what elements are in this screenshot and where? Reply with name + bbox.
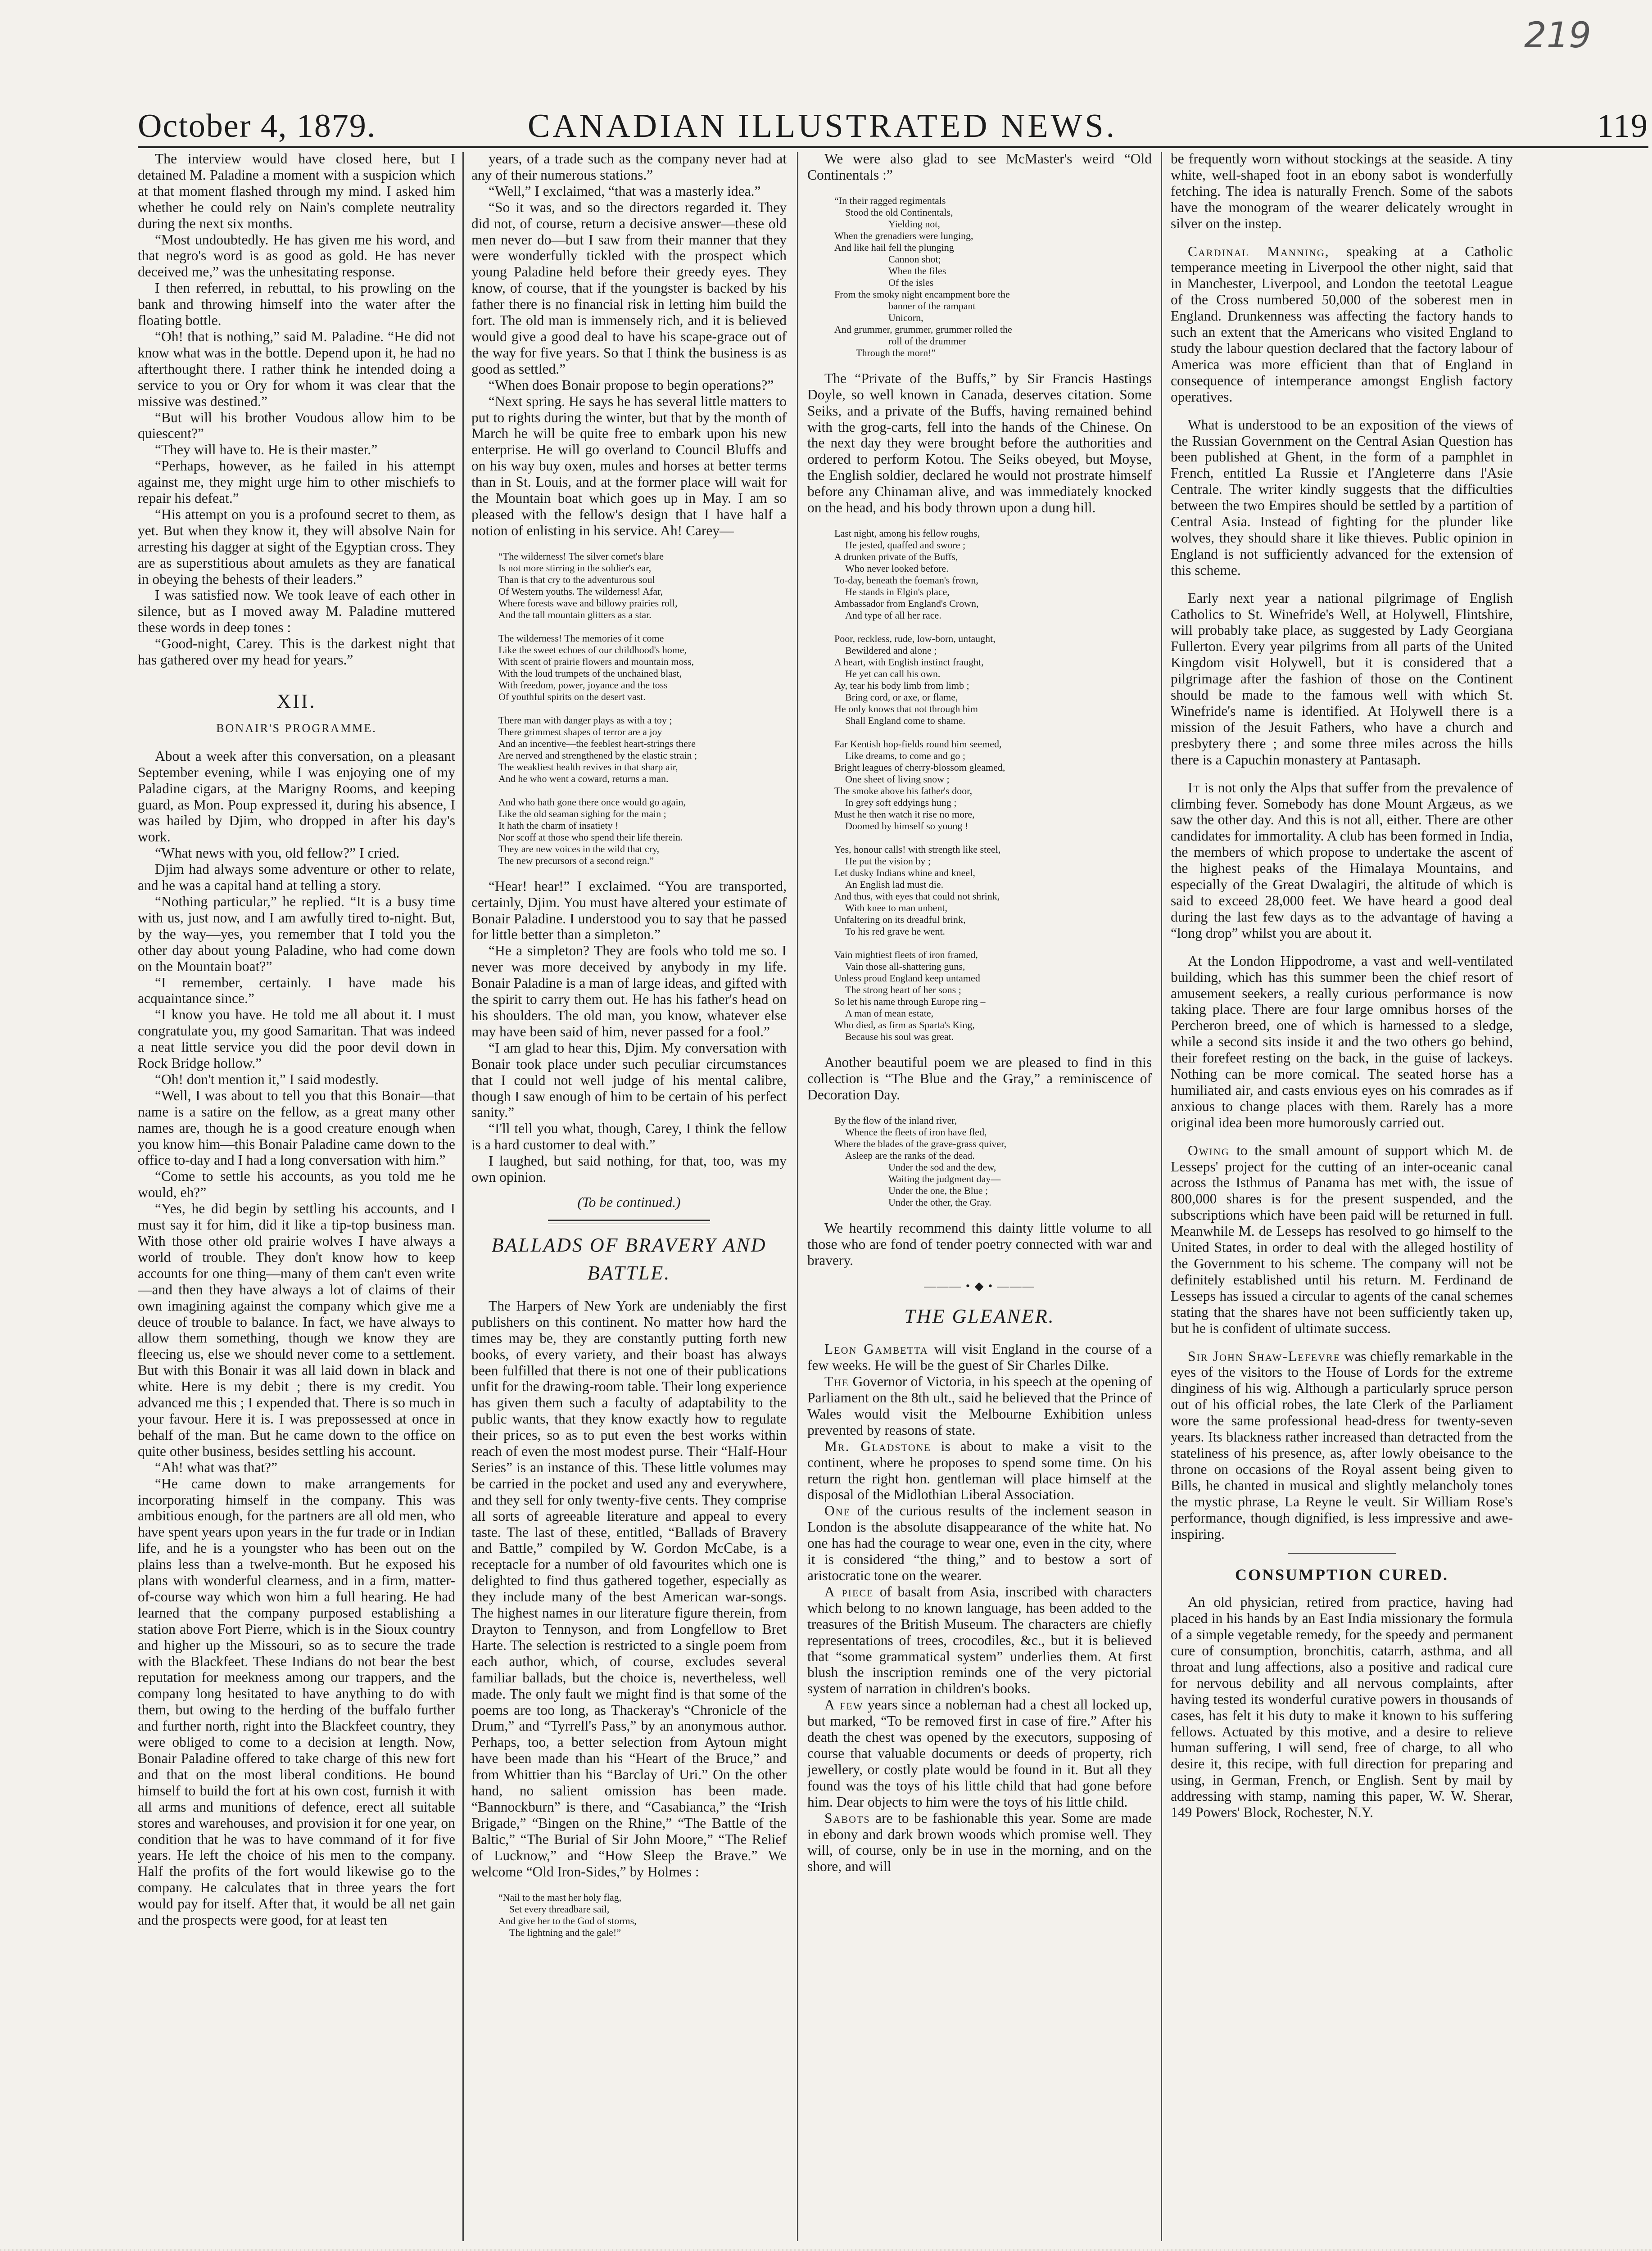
poem-line: And thus, with eyes that could not shrink,: [834, 890, 1000, 902]
poem-line: An English lad must die.: [845, 878, 944, 890]
poem-line: Whence the fleets of iron have fled,: [845, 1126, 987, 1138]
poem-stanza: [834, 528, 1152, 621]
poem-line: Unicorn,: [888, 312, 923, 323]
paragraph: “Come to settle his accounts, as you told me he would, eh?”: [138, 1168, 455, 1201]
column-1: [138, 151, 455, 2249]
column-divider: [1161, 152, 1162, 2241]
paragraph: be frequently worn without stockings at the seaside. A tiny white, well-shaped foot in an ebony sabot is wonderfully fetching. The idea is naturally French. Some of the sabots have the monogram of the wearer delicately wrought in silver on the instep.: [1171, 151, 1513, 231]
paragraph: I was satisfied now. We took leave of each other in silence, but as I moved away M. Paladine muttered these words in deep tones :: [138, 587, 455, 636]
poem-line: To-day, beneath the foeman's frown,: [834, 574, 978, 586]
news-item-text: years since a nobleman had a chest all locked up, but marked, “To be removed first in case of fire.” After his death the chest was opened by the executors, supposing of course that valuable documents or deeds of property, rich jewellery, or costly plate would be found in it. But all they found was the toys of his little child that had gone before him. Dear objects to him were the toys of his little child.: [807, 1697, 1152, 1810]
poem-line: Stood the old Continentals,: [845, 206, 953, 218]
paragraph: Another beautiful poem we are pleased to find in this collection is “The Blue and the Gray,” a reminiscence of Decoration Day.: [807, 1054, 1152, 1103]
poem-line: Yielding not,: [888, 218, 940, 230]
poem-line: Bewildered and alone ;: [845, 644, 937, 656]
paragraph: “I remember, certainly. I have made his acquaintance since.”: [138, 974, 455, 1007]
poem-line: Must he then watch it rise no more,: [834, 808, 975, 820]
poem-line: With scent of prairie flowers and mountain moss,: [498, 655, 694, 667]
paragraph: “But will his brother Voudous allow him to be quiescent?”: [138, 409, 455, 442]
poem-line: Poor, reckless, rude, low-born, untaught,: [834, 633, 996, 644]
paragraph: “When does Bonair propose to begin operations?”: [489, 377, 774, 393]
poem-line: Is not more stirring in the soldier's ear,: [498, 562, 652, 574]
poem-line: The strong heart of her sons ;: [845, 984, 961, 995]
poem-line: So let his name through Europe ring –: [834, 995, 986, 1007]
poem-stanza: [498, 633, 787, 703]
article-title: BALLADS OF BRAVERY AND: [491, 1234, 767, 1256]
news-item-text: are to be fashionable this year. Some are made in ebony and dark brown woods which promise well. They will, of course, only be in use in the morning, and on the shore, and will: [807, 1810, 1152, 1875]
news-item-lead: One: [824, 1503, 851, 1519]
poem-line: Through the morn!”: [856, 347, 936, 358]
news-item: [807, 1810, 1152, 1875]
news-item-lead: Mr. Gladstone: [824, 1438, 931, 1454]
poem-line: The weakliest health revives in that sharp air,: [498, 761, 678, 773]
scan-margin: [0, 2249, 1652, 2251]
paragraph: “Perhaps, however, as he failed in his attempt against me, they might urge him to other mischiefs to repair his defeat.”: [138, 458, 455, 506]
poem-line: Yes, honour calls! with strength like steel,: [834, 843, 1001, 855]
poem-line: It hath the charm of insatiety !: [498, 819, 619, 831]
poem-line: Under the one, the Blue ;: [888, 1184, 988, 1196]
poem-line: “In their ragged regimentals: [834, 194, 946, 206]
poem-line: A man of mean estate,: [845, 1007, 934, 1019]
poem-line: Under the sod and the dew,: [888, 1161, 996, 1173]
paragraph: “I know you have. He told me all about it. I must congratulate you, my good Samaritan. That was indeed a neat little service you did the poor devil down in Rock Bridge hollow.”: [138, 1007, 455, 1071]
paragraph: “Ah! what was that?”: [155, 1459, 278, 1475]
poem-line: He only knows that not through him: [834, 703, 978, 714]
paragraph: “Next spring. He says he has several little matters to put to rights during the winter, but that by the month of March he will be quite free to embark upon his new enterprise. He will go overland to Council Bluffs and on his way buy oxen, mules and horses at better terms than in St. Louis, and at the former place will wait for the Mountain boat which goes up in May. I am so pleased with the fellow's design that I have half a notion of enlisting in his service. Ah! Carey—: [471, 393, 787, 538]
poem-line: From the smoky night encampment bore the: [834, 288, 1010, 300]
paragraph: “Oh! don't mention it,” I said modestly.: [155, 1071, 379, 1087]
poem-line: Shall England come to shame.: [845, 714, 965, 726]
printed-page-number: 119: [1597, 108, 1648, 145]
poem-line: One sheet of living snow ;: [845, 773, 950, 785]
poem-line: And type of all her race.: [845, 609, 941, 621]
poem-line: Who never looked before.: [845, 562, 949, 574]
poem-line: “The wilderness! The silver cornet's blare: [498, 550, 664, 562]
news-item: [807, 1584, 1152, 1697]
poem-line: When the files: [888, 265, 946, 276]
ornament-rule: ——— • ◆ • ———: [924, 1279, 1035, 1293]
poem-line: Because his soul was great.: [845, 1031, 954, 1042]
section-number: XII.: [276, 690, 317, 712]
news-item-text: is about to make a visit to the continent, where he proposes to spend some time. On his return the right hon. gentleman will place himself at the disposal of the Midlothian Liberal Association.: [807, 1438, 1152, 1503]
section-rule: [1288, 1553, 1396, 1554]
news-item: [807, 1697, 1152, 1810]
news-item-lead: Owing: [1188, 1142, 1230, 1158]
news-item: [807, 1438, 1152, 1503]
paragraph: “His attempt on you is a profound secret to them, as yet. But when they know it, they will absolve Nain for arresting his dagger at sight of the Egyptian cross. They are as superstitious about amulets as they are fanatical in obeying the behests of their leaders.”: [138, 506, 455, 587]
paragraph: Djim had always some adventure or other to relate, and he was a capital hand at telling a story.: [138, 861, 455, 894]
news-item-text: of the curious results of the inclement season in London is the absolute disappearance of the white hat. No one has had the courage to wear one, even in the city, where it is considered “the thing,” and to bestow a sort of aristocratic tone on the wearer.: [807, 1503, 1152, 1583]
news-item-text: will visit England in the course of a few weeks. He will be the guest of Sir Charles Dilke.: [807, 1341, 1152, 1374]
news-item-lead: Sir John Shaw-Lefevre: [1188, 1348, 1341, 1364]
poem-line: There man with danger plays as with a toy ;: [498, 714, 672, 726]
news-item: [807, 1341, 1152, 1374]
poem-stanza: [834, 195, 1152, 359]
masthead-rule: [138, 146, 1648, 148]
poem-line: With knee to man unbent,: [845, 902, 948, 913]
column-2: [471, 151, 787, 2249]
advert-title: CONSUMPTION CURED.: [1235, 1566, 1448, 1584]
poem-line: Under the other, the Gray.: [888, 1196, 991, 1208]
poem-line: The wilderness! The memories of it come: [498, 632, 664, 644]
article-title: BATTLE.: [587, 1261, 671, 1284]
paragraph: “Well,” I exclaimed, “that was a masterly idea.”: [489, 183, 761, 199]
poem-stanza: [834, 738, 1152, 832]
poem-line: With the loud trumpets of the unchained blast,: [498, 667, 682, 679]
paragraph: “What news with you, old fellow?” I cried.: [155, 845, 400, 861]
poem-line: And the tall mountain glitters as a star.: [498, 609, 652, 620]
paragraph: “He a simpleton? They are fools who told me so. I never was more deceived by anybody in my life. Bonair Paladine is a man of large ideas, and gifted with the spirit to carry them out. He has his father's head on his shoulders. The old man, you know, whatever else may have been said of him, never passed for a fool.”: [471, 943, 787, 1040]
poem-line: Vain mightiest fleets of iron framed,: [834, 949, 978, 960]
paragraph: “I'll tell you what, though, Carey, I think the fellow is a hard customer to deal with.”: [471, 1121, 787, 1153]
paragraph: “Hear! hear!” I exclaimed. “You are transported, certainly, Djim. You must have altered your estimate of Bonair Paladine. I understood you to say that he passed for little better than a simpleton.”: [471, 878, 787, 943]
column-divider: [797, 152, 798, 2241]
paragraph: “He came down to make arrangements for incorporating himself in the company. This was ambitious enough, for the partners are all old men, who have spent years upon years in the fur trade or in Indian life, and he is a youngster who has been out on the plains less than a twelve-month. But he exposed his plans with wonderful clearness, and in a firm, matter-of-course way which won him a full hearing. He had learned that the company purposed establishing a station above Fort Pierre, which is in the Sioux country and higher up the Missouri, so as to secure the trade with the Blackfeet. These Indians do not bear the best reputation for meekness among our trappers, and the company long hesitated to have anything to do with them, but owing to the herding of the buffalo further and further north, right into the Blackfeet country, they were obliged to come to a decision at length. Now, Bonair Paladine offered to take charge of this new fort and that on the most liberal conditions. He bound himself to build the fort at his own cost, furnish it with all arms and munitions of defence, erect all suitable stores and warehouses, and provision it for one year, on condition that he was to have command of it for five years. He left the choice of his men to the company. Half the profits of the fort would likewise go to the company. He calculates that in three years the fort would pay for itself. After that, it would be all net gain and the prospects were good, for at least ten: [138, 1475, 455, 1928]
news-item: [1171, 1348, 1513, 1542]
poem-line: Bring cord, or axe, or flame,: [845, 691, 958, 703]
news-item-text: was chiefly remarkable in the eyes of the visitors to the House of Lords for the extreme dinginess of his wig. Although a particularly spruce person out of his official robes, the late Clerk of the Parliament wore the same professional head-dress for twenty-seven years. Its blackness rather increased than detracted from the stateliness of his presence, as, after lowly obeisance to the throne on occasions of the Royal assent being given to Bills, he chanted in musical and slightly melancholy tones the mystic phrase, La Reyne le veult. Sir William Rose's performance, though dignified, is less impressive and awe-inspiring.: [1171, 1348, 1513, 1542]
news-item-lead: The: [824, 1374, 849, 1390]
poem-line: And an incentive—the feeblest heart-strings there: [498, 737, 696, 749]
news-item-text: Governor of Victoria, in his speech at the opening of Parliament on the 8th ult., said he believed that the Prince of Wales would visit the Melbourne Exhibition unless prevented by reasons of state.: [807, 1374, 1152, 1438]
poem-stanza: [498, 796, 787, 867]
news-item: [1171, 1143, 1513, 1337]
poem-line: The smoke above his father's door,: [834, 785, 973, 796]
poem-line: Where the blades of the grave-grass quiver,: [834, 1138, 1007, 1149]
news-item-text: to the small amount of support which M. de Lesseps' project for the cutting of an inter-oceanic canal across the Isthmus of Panama has met with, the issue of 800,000 shares is for the present suspended, and the subscriptions which have been paid will be returned in full. Meanwhile M. de Lesseps has resolved to go himself to the United States, in order to deal with the alleged hostility of the Government to his scheme. The company will not be definitely established until his return. M. Ferdinand de Lesseps has issued a circular to agents of the canal schemes stating that the shares have not been sufficiently taken up, but he is confident of ultimate success.: [1171, 1142, 1513, 1336]
news-item-lead: Cardinal Manning,: [1188, 243, 1330, 259]
news-item-lead: A piece: [824, 1583, 874, 1600]
news-item-text: What is understood to be an exposition of the views of the Russian Government on the Central Asian Question has been published at Ghent, in the form of a pamphlet in French, entitled La Russie et l'Angleterre dans l'Asie Centrale. The writer kindly suggests that the difficulties between the two Empires should be settled by a partition of Central Asia. Instead of fighting for the plunder like wolves, they should share it like thieves. Public opinion in England is not sufficiently advanced for the extension of this scheme.: [1171, 416, 1513, 578]
poem-line: Of the isles: [888, 276, 934, 288]
poem-line: A heart, with English instinct fraught,: [834, 656, 984, 668]
news-item-text: of basalt from Asia, inscribed with characters which belong to no known language, has been added to the treasures of the British Museum. The characters are chiefly representations of trees, crocodiles, &c., but it is believed that “some grammatical system” underlies them. At first blush the inscription reminds one of the very pictorial system of narration in children's books.: [807, 1583, 1152, 1697]
news-item-lead: Leon Gambetta: [824, 1341, 928, 1357]
paragraph: We heartily recommend this dainty little volume to all those who are fond of tender poetry connected with war and bravery.: [807, 1220, 1152, 1268]
poem-stanza: [834, 633, 1152, 727]
poem-line: Last night, among his fellow roughs,: [834, 527, 980, 539]
handwritten-page-number: 219: [1524, 15, 1591, 56]
poem-stanza: [498, 551, 787, 621]
poem-line: Of Western youths. The wilderness! Afar,: [498, 585, 663, 597]
poem-line: Set every threadbare sail,: [509, 1903, 610, 1915]
poem-stanza: [498, 1892, 787, 1939]
poem-line: They are new voices in the wild that cry,: [498, 843, 660, 854]
paragraph: “I am glad to hear this, Djim. My conversation with Bonair took place under such peculiar circumstances that I could not well judge of his mental calibre, though I saw enough of him to be certain of his perfect sanity.”: [471, 1040, 787, 1121]
paragraph: “Nothing particular,” he replied. “It is a busy time with us, just now, and I am awfully tired to-night. But, by the way—yes, you remember that I told you the other day about young Paladine, who had come down on the Mountain boat?”: [138, 893, 455, 974]
news-item: [807, 1503, 1152, 1584]
column-3: [807, 151, 1152, 2249]
poem-line: And give her to the God of storms,: [498, 1915, 637, 1926]
poem-line: “Nail to the mast her holy flag,: [498, 1891, 622, 1903]
poem-line: Unfaltering on its dreadful brink,: [834, 913, 966, 925]
poem-line: To his red grave he went.: [845, 925, 946, 937]
poem-line: Ambassador from England's Crown,: [834, 597, 979, 609]
news-item-lead: A few: [824, 1697, 864, 1713]
section-title: BONAIR'S PROGRAMME.: [216, 721, 377, 735]
column-4: [1171, 151, 1513, 2249]
poem-line: The lightning and the gale!”: [509, 1926, 621, 1938]
newspaper-title: CANADIAN ILLUSTRATED NEWS.: [528, 108, 1118, 145]
news-item: [1171, 780, 1513, 941]
news-item-lead: It: [1188, 779, 1200, 796]
poem-line: A drunken private of the Buffs,: [834, 551, 958, 562]
news-item: [1171, 244, 1513, 405]
paragraph: “They will have to. He is their master.”: [155, 442, 378, 458]
paragraph: I laughed, but said nothing, for that, too, was my own opinion.: [471, 1153, 787, 1185]
poem-line: When the grenadiers were lunging,: [834, 230, 973, 241]
poem-stanza: [834, 949, 1152, 1043]
poem-stanza: [834, 844, 1152, 937]
poem-line: Like the old seaman sighing for the main ;: [498, 808, 666, 819]
poem-line: Nor scoff at those who spend their life therein.: [498, 831, 683, 843]
issue-date: October 4, 1879.: [138, 108, 376, 145]
paragraph: I then referred, in rebuttal, to his prowling on the bank and throwing himself into the water after the floating bottle.: [138, 280, 455, 329]
poem-line: And like hail fell the plunging: [834, 241, 954, 253]
paragraph: “Good-night, Carey. This is the darkest night that has gathered over my head for years.”: [138, 636, 455, 668]
poem-line: banner of the rampant: [888, 300, 976, 312]
poem-line: And he who went a coward, returns a man.: [498, 773, 669, 784]
paragraph: An old physician, retired from practice, having had placed in his hands by an East India missionary the formula of a simple vegetable remedy, for the speedy and permanent cure of consumption, bronchitis, catarrh, asthma, and all throat and lung affections, also a positive and radical cure for nervous debility and all nervous complaints, after having tested its wonderful curative powers in thousands of cases, has felt it his duty to make it known to his suffering fellows. Actuated by this motive, and a desire to relieve human suffering, I will send, free of charge, to all who desire it, this recipe, with full direction for preparing and using, in German, French, or English. Sent by mail by addressing with stamp, naming this paper, W. W. Sherar, 149 Powers' Block, Rochester, N.Y.: [1171, 1594, 1513, 1821]
poem-line: Unless proud England keep untamed: [834, 972, 980, 984]
news-item-text: is not only the Alps that suffer from the prevalence of climbing fever. Somebody has done Mount Argæus, as we saw the other day. And this is not all, either. There are other candidates for immortality. A club has been formed in India, the members of which propose to undertake the ascent of the highest peaks of the Himalaya Mountains, and especially of the Great Dwalagiri, the altitude of which is said to exceed 28,000 feet. We have heard a good deal during the last few days as to the advantage of having a “long drop” whilst you are about it.: [1171, 779, 1513, 941]
poem-line: With freedom, power, joyance and the toss: [498, 679, 668, 691]
poem-line: Like dreams, to come and go ;: [845, 750, 965, 761]
poem-line: Waiting the judgment day—: [888, 1173, 1001, 1184]
poem-line: He jested, quaffed and swore ;: [845, 539, 966, 551]
poem-line: Than is that cry to the adventurous soul: [498, 574, 655, 585]
to-be-continued: (To be continued.): [577, 1194, 681, 1210]
news-item: [807, 1374, 1152, 1438]
poem-line: Vain those all-shattering guns,: [845, 960, 965, 972]
news-item: [1171, 590, 1513, 768]
article-title: THE GLEANER.: [904, 1305, 1055, 1328]
paragraph: The “Private of the Buffs,” by Sir Francis Hastings Doyle, so well known in Canada, deserves citation. Some Seiks, and a private of the Buffs, having remained behind with the grog-carts, fell into the hands of the Chinese. On the next day they were brought before the authorities and ordered to perform Kotou. The Seiks obeyed, but Moyse, the English soldier, declared he would not prostrate himself before any Chinaman alive, and was immediately knocked on the head, and his body thrown upon a dung hill.: [807, 370, 1152, 516]
paragraph: “Most undoubtedly. He has given me his word, and that negro's word is as good as gold. He has never deceived me,” was the unhesitating response.: [138, 231, 455, 280]
poem-line: Of youthful spirits on the desert vast.: [498, 691, 646, 702]
paragraph: The Harpers of New York are undeniably the first publishers on this continent. No matter how hard the times may be, they are constantly putting forth new books, of every variety, and their boast has always been fulfilled that there is not one of their publications unfit for the drawing-room table. Their long experience has given them such a faculty of adaptability to the public wants, that they know exactly how to regulate their prices, so as to put even the best works within reach of even the most modest purse. Their “Half-Hour Series” is an instance of this. These little volumes may be carried in the pocket and used any and everywhere, and they sell for only twenty-five cents. They comprise all sorts of agreeable literature and appeal to every taste. The last of these, entitled, “Ballads of Bravery and Battle,” compiled by W. Gordon McCabe, is a receptacle for a number of old favourites which one is delighted to find thus gathered together, especially as they include many of the best American war-songs. The highest names in our literature figure therein, from Drayton to Tennyson, and from Longfellow to Bret Harte. The selection is restricted to a single poem from each author, which, of course, excludes several familiar ballads, but the choice is, nevertheless, well made. The only fault we might find is that some of the poems are too long, as Thackeray's “Chronicle of the Drum,” and “Tyrrell's Pass,” by an anonymous author. Perhaps, too, a better selection from Aytoun might have been made than his “Heart of the Bruce,” and from Whittier than his “Barclay of Uri.” On the other hand, no salient omission has been made. “Bannockburn” is there, and “Casabianca,” the “Irish Brigade,” “Bingen on the Rhine,” “The Battle of the Baltic,” “The Burial of Sir John Moore,” “The Relief of Lucknow,” and “How Sleep the Brave.” We welcome “Old Iron-Sides,” by Holmes :: [471, 1297, 787, 1880]
news-item: [1171, 953, 1513, 1131]
paragraph: “Well, I was about to tell you that this Bonair—that name is a satire on the fellow, as a great many other names are, though he is a good creature enough when you know him—this Bonair Paladine came down to the office to-day and I had a long conversation with him.”: [138, 1087, 455, 1168]
poem-line: Are nerved and strengthened by the elastic strain ;: [498, 749, 697, 761]
poem-line: He put the vision by ;: [845, 855, 931, 867]
poem-stanza: [498, 714, 787, 785]
poem-line: Bright leagues of cherry-blossom gleamed,: [834, 761, 1005, 773]
poem-line: Asleep are the ranks of the dead.: [845, 1149, 975, 1161]
poem-line: Doomed by himself so young !: [845, 820, 969, 832]
poem-line: In grey soft eddyings hung ;: [845, 796, 957, 808]
news-item: [1171, 417, 1513, 579]
poem-line: There grimmest shapes of terror are a joy: [498, 726, 662, 737]
paragraph: We were also glad to see McMaster's weird “Old Continentals :”: [807, 151, 1152, 183]
poem-line: And grummer, grummer, grummer rolled the: [834, 323, 1012, 335]
poem-line: Cannon shot;: [888, 253, 941, 265]
poem-line: Far Kentish hop-fields round him seemed,: [834, 738, 1002, 750]
paragraph: “So it was, and so the directors regarded it. They did not, of course, return a decisive answer—these old men never do—but I saw from their manner that they were wonderfully tickled with the prospect which young Paladine held before their greedy eyes. They know, of course, that if the youngster is backed by his father there is no financial risk in letting him build the fort. The old man is immensely rich, and it is believed would give a good deal to have his scape-grace out of the way for five years. So that I think the business is as good as settled.”: [471, 199, 787, 377]
news-item-lead: Sabots: [824, 1810, 870, 1826]
poem-line: And who hath gone there once would go again,: [498, 796, 686, 808]
ornament-rule: [548, 1220, 710, 1224]
poem-line: roll of the drummer: [888, 335, 966, 347]
poem-line: The new precursors of a second reign.”: [498, 854, 654, 866]
poem-line: He yet can call his own.: [845, 668, 941, 679]
poem-line: Who died, as firm as Sparta's King,: [834, 1019, 975, 1031]
news-item-text: At the London Hippodrome, a vast and well-ventilated building, which has this summer been the chief resort of amusement seekers, a really curious performance is now taking place. There are four large omnibus horses of the Percheron breed, one of which is harnessed to a sledge, while a second sits inside it and the two others go behind, their forefeet resting on the back, in the guise of lackeys. Nothing can be more comical. The seated horse has a humiliated air, and casts envious eyes on his comrades as if anxious to change places with them. Rarely has a more original idea been more humorously carried out.: [1171, 953, 1513, 1130]
news-item-text: Early next year a national pilgrimage of English Catholics to St. Winefride's Well, at Holywell, Flintshire, will probably take place, as suggested by Lady Georgiana Fullerton. Every year pilgrims from all parts of the United Kingdom visit Holywell, but it is considered that a pilgrimage after the fashion of those on the Continent should be made to the famous well with which St. Winefride's name is identified. At Holywell there is a mission of the Jesuit Fathers, who have a church and presbytery there ; and some three miles across the hills there is a Capuchin monastery at Pantasaph.: [1171, 590, 1513, 768]
poem-line: By the flow of the inland river,: [834, 1114, 957, 1126]
poem-line: Let dusky Indians whine and kneel,: [834, 867, 975, 878]
paragraph: years, of a trade such as the company never had at any of their numerous stations.”: [471, 151, 787, 183]
poem-stanza: [834, 1115, 1152, 1208]
poem-line: Where forests wave and billowy prairies roll,: [498, 597, 678, 609]
paragraph: About a week after this conversation, on a pleasant September evening, while I was enjoying one of my Paladine cigars, at the Marigny Rooms, and keeping guard, as Mon. Poup expressed it, during his absence, I was hailed by Djim, who dropped in after his day's work.: [138, 748, 455, 845]
poem-line: Like the sweet echoes of our childhood's home,: [498, 644, 687, 655]
poem-line: He stands in Elgin's place,: [845, 586, 950, 597]
news-item-text: speaking at a Catholic temperance meeting in Liverpool the other night, said that in Manchester, Liverpool, and London the teetotal League of the Cross numbered 50,000 of the soberest men in England. Drunkenness was affecting the factory hands to such an extent that the Americans who visited England to study the labour question declared that the factory labour of America was more efficient than that of England in consequence of intemperance amongst English factory operatives.: [1171, 243, 1513, 405]
paragraph: “Oh! that is nothing,” said M. Paladine. “He did not know what was in the bottle. Depend upon it, he had no afterthought there. I rather think he intended doing a service to you or Ory for whom it was clear that the missive was destined.”: [138, 328, 455, 409]
paragraph: The interview would have closed here, but I detained M. Paladine a moment with a suspicion which at that moment flashed through my mind. I asked him whether he could rely on Nain's complete neutrality during the next six months.: [138, 151, 455, 231]
paragraph: “Yes, he did begin by settling his accounts, and I must say it for him, did it like a tip-top business man. With those other old prairie wolves I have always a world of trouble. They don't know how to keep accounts for one thing—many of them can't even write—and then they have always a lot of claims of their own imagining against the company which give me a deuce of trouble to balance. In fact, we have always to allow them something, though we know they are fleecing us, else we should never come to a settlement. But with this Bonair it was all laid down in black and white. Here is my debit ; there is my credit. You advanced me this ; I expended that. There is so much in your favour. Here it is. I was prepossessed at once in behalf of the man. But he came down to the office on quite other business, besides settling his account.: [138, 1201, 455, 1459]
poem-line: Ay, tear his body limb from limb ;: [834, 679, 969, 691]
column-divider: [462, 152, 464, 2241]
